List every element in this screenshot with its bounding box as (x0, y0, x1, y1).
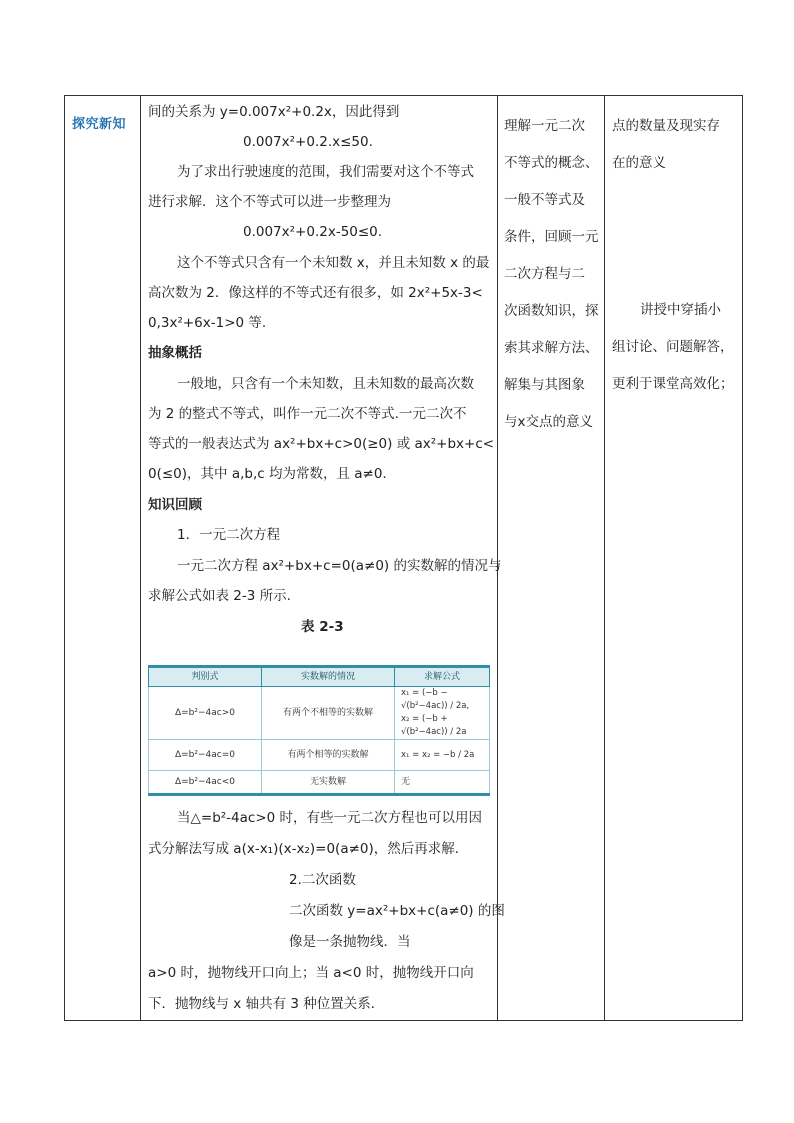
method-text (605, 96, 742, 403)
subheading-review: 知识回顾 (148, 497, 202, 513)
paragraph-line: 进行求解．这个不等式可以进一步整理为 (148, 194, 391, 210)
root-formula: x₂ = (−b + √(b²−4ac)) / 2a (401, 714, 467, 737)
goal-cell (498, 96, 605, 1021)
paragraph-line: 下．抛物线与 x 轴共有 3 种位置关系． (148, 996, 385, 1012)
section-label: 探究新知 (72, 117, 127, 132)
table-caption: 表 2-3 (301, 619, 344, 635)
goal-line: 不等式的概念、 (504, 155, 599, 171)
subsection-title: 1．一元二次方程 (177, 527, 281, 543)
table-row (149, 771, 490, 795)
table-header: 判别式 (149, 667, 262, 687)
root-formula: x₁ = x₂ = −b / 2a (401, 749, 475, 760)
main-content-cell (141, 96, 505, 1021)
goal-line: 一般不等式及 (504, 192, 585, 208)
paragraph-line: 一元二次方程 ax²+bx+c=0(a≠0) 的实数解的情况与 (177, 558, 502, 574)
method-line: 组讨论、问题解答， (612, 339, 734, 355)
paragraph-line: 当△=b²-4ac>0 时，有些一元二次方程也可以用因 (177, 810, 483, 826)
root-formula: x₁ = (−b − √(b²−4ac)) / 2a, (401, 688, 470, 711)
method-cell (605, 96, 743, 1021)
subsection-title: 2.二次函数 (289, 872, 356, 888)
paragraph-line: 等式的一般表达式为 ax²+bx+c>0(≥0) 或 ax²+bx+c< (148, 436, 495, 452)
goal-line: 索其求解方法、 (504, 340, 599, 356)
paragraph-line: 为了求出行驶速度的范围，我们需要对这个不等式 (177, 164, 474, 180)
paragraph-line: 这个不等式只含有一个未知数 x，并且未知数 x 的最 (177, 255, 490, 271)
table-cell: 有两个相等的实数解 (262, 740, 395, 771)
table-cell (395, 687, 490, 740)
paragraph-line: 式分解法写成 a(x-x₁)(x-x₂)=0(a≠0)，然后再求解． (148, 841, 469, 857)
paragraph-line: 高次数为 2．像这样的不等式还有很多，如 2x²+5x-3< (148, 285, 483, 301)
paragraph-line: 间的关系为 y=0.007x²+0.2x，因此得到 (148, 104, 400, 120)
table-cell: 无 (395, 771, 490, 795)
method-line: 点的数量及现实存 (612, 118, 720, 134)
method-line: 讲授中穿插小 (640, 302, 721, 318)
subheading-abstraction: 抽象概括 (148, 345, 202, 361)
table-cell: 无实数解 (262, 771, 395, 795)
lesson-plan-table (64, 95, 743, 1021)
paragraph-line: 二次函数 y=ax²+bx+c(a≠0) 的图 (289, 903, 505, 919)
table-row (149, 687, 490, 740)
method-line: 在的意义 (612, 155, 666, 171)
table-cell (395, 740, 490, 771)
goal-text (498, 96, 604, 441)
paragraph-line: a>0 时，抛物线开口向上；当 a<0 时，抛物线开口向 (148, 965, 474, 981)
table-header: 实数解的情况 (262, 667, 395, 687)
table-cell: Δ=b²−4ac<0 (149, 771, 262, 795)
inequality-formula: 0.007x²+0.2x-50≤0. (243, 224, 383, 240)
paragraph-line: 像是一条抛物线．当 (289, 934, 411, 950)
table-cell: Δ=b²−4ac>0 (149, 687, 262, 740)
paragraph-line: 为 2 的整式不等式，叫作一元二次不等式.一元二次不 (148, 406, 467, 422)
table-cell: Δ=b²−4ac=0 (149, 740, 262, 771)
inequality-formula: 0.007x²+0.2.x≤50. (243, 134, 373, 150)
goal-line: 解集与其图象 (504, 377, 585, 393)
goal-line: 次函数知识，探 (504, 303, 599, 319)
paragraph-line: 求解公式如表 2-3 所示. (148, 588, 291, 604)
goal-line: 理解一元二次 (504, 118, 585, 134)
table-row (149, 740, 490, 771)
method-line: 更利于课堂高效化； (612, 376, 734, 392)
paragraph-line: 一般地，只含有一个未知数，且未知数的最高次数 (177, 376, 474, 392)
table-cell: 有两个不相等的实数解 (262, 687, 395, 740)
section-label-cell (65, 96, 141, 1021)
table-header: 求解公式 (395, 667, 490, 687)
discriminant-table (148, 665, 490, 796)
goal-line: 二次方程与二 (504, 266, 585, 282)
paragraph-line: 0(≤0)，其中 a,b,c 均为常数，且 a≠0. (148, 466, 387, 482)
goal-line: 条件，回顾一元 (504, 229, 599, 245)
goal-line: 与x交点的意义 (504, 414, 593, 430)
paragraph-line: 0,3x²+6x-1>0 等. (148, 315, 267, 331)
